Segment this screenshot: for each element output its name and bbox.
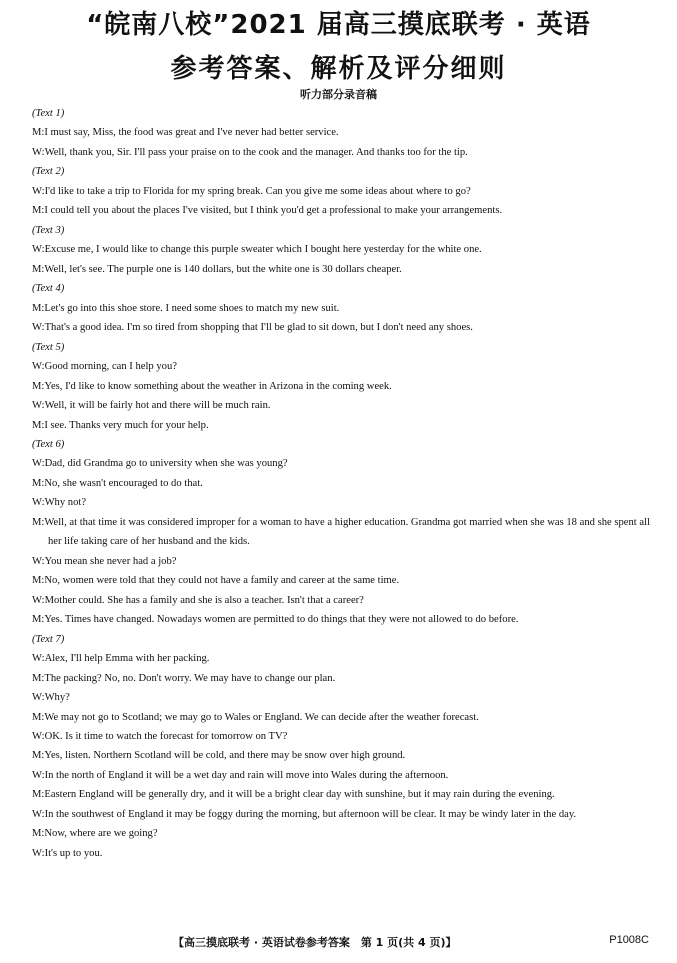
dialogue-text: Eastern England will be generally dry, and it will be a bright clear day with sunshine, but it may rain during the evening.: [44, 789, 555, 801]
text-section-label: (Text 7): [32, 633, 65, 645]
speaker-label: W: [32, 185, 42, 197]
speaker-label: M: [32, 672, 42, 684]
text-section-label: (Text 4): [32, 283, 65, 295]
page-footer: [0, 934, 677, 952]
speaker-label: W: [32, 692, 42, 704]
dialogue-text: OK. Is it time to watch the forecast for tomorrow on TV?: [44, 731, 288, 742]
dialogue-line: W:It's up to you.: [32, 847, 103, 859]
listening-transcript: [32, 104, 650, 863]
dialogue-line: M:I could tell you about the places I've visited, but I think you'd get a professional to make your arrangements.: [32, 205, 503, 217]
dialogue-text: Alex, I'll help Emma with her packing.: [44, 653, 210, 665]
dialogue-text: In the southwest of England it may be foggy during the morning, but afternoon will be clear. It may be windy later in the day.: [44, 808, 577, 820]
dialogue-text: Let's go into this shoe store. I need some shoes to match my new suit.: [44, 302, 340, 314]
speaker-label: W: [32, 244, 42, 256]
dialogue-line: M:I must say, Miss, the food was great and I've never had better service.: [32, 127, 339, 139]
dialogue-text: We may not go to Scotland; we may go to Wales or England. We can decide after the weather forecast.: [44, 711, 479, 723]
text-section-label: (Text 3): [32, 224, 65, 236]
page-subtitle-heading: 参考答案、解析及评分细则: [170, 54, 507, 84]
text-section-label: (Text 2): [32, 166, 65, 178]
speaker-label: W: [32, 731, 42, 742]
speaker-label: M: [32, 380, 42, 392]
page-title: “皖南八校”2021 届高三摸底联考 · 英语: [86, 10, 591, 40]
speaker-label: W: [32, 497, 42, 509]
dialogue-line: W:Well, thank you, Sir. I'll pass your praise on to the cook and the manager. And thanks too for the tip.: [32, 146, 468, 158]
dialogue-text: Yes, listen. Northern Scotland will be cold, and there may be snow over high ground.: [44, 750, 406, 762]
text-label: Text 2: [35, 166, 61, 178]
footer-page-info: 【高三摸底联考 · 英语试卷参考答案 第 1 页(共 4 页)】: [173, 936, 457, 949]
text-label: Text 4: [35, 283, 61, 295]
dialogue-text: Yes. Times have changed. Nowadays women are permitted to do things that they were not allowed to do before.: [44, 614, 519, 626]
dialogue-text: Yes, I'd like to know something about the weather in Arizona in the coming week.: [44, 380, 392, 392]
speaker-label: M: [32, 419, 42, 431]
dialogue-line: W:In the north of England it will be a wet day and rain will move into Wales during the afternoon.: [32, 769, 449, 781]
dialogue-line: M:Let's go into this shoe store. I need some shoes to match my new suit.: [32, 302, 340, 314]
dialogue-line: W:In the southwest of England it may be foggy during the morning, but afternoon will be clear. It may be windy later in the day.: [32, 808, 577, 820]
footer-code: P1008C: [609, 934, 649, 946]
speaker-label: W: [32, 322, 42, 334]
dialogue-text: It's up to you.: [44, 847, 103, 859]
speaker-label: W: [32, 146, 42, 158]
dialogue-line: W:Why not?: [32, 497, 87, 509]
dialogue-text: The packing? No, no. Don't worry. We may have to change our plan.: [44, 672, 336, 684]
dialogue-line: M:Yes. Times have changed. Nowadays women are permitted to do things that they were not allowed to do before.: [32, 614, 519, 626]
dialogue-line: W:Good morning, can I help you?: [32, 361, 177, 373]
speaker-label: M: [32, 750, 42, 762]
dialogue-text: Well, let's see. The purple one is 140 dollars, but the white one is 30 dollars cheaper.: [44, 263, 402, 275]
text-label: Text 6: [35, 438, 61, 450]
speaker-label: M: [32, 516, 42, 528]
speaker-label: W: [32, 458, 42, 470]
speaker-label: W: [32, 400, 42, 412]
dialogue-line: W:Well, it will be fairly hot and there will be much rain.: [32, 400, 271, 412]
speaker-label: M: [32, 302, 42, 314]
speaker-label: M: [32, 205, 42, 217]
dialogue-text: Well, it will be fairly hot and there will be much rain.: [44, 400, 271, 412]
speaker-label: W: [32, 594, 42, 606]
dialogue-text: I must say, Miss, the food was great and I've never had better service.: [44, 127, 339, 139]
speaker-label: W: [32, 808, 42, 820]
dialogue-line: W:I'd like to take a trip to Florida for my spring break. Can you give me some ideas about where to go?: [32, 185, 471, 197]
dialogue-line: W:Excuse me, I would like to change this purple sweater which I bought here yesterday for the white one.: [32, 244, 482, 256]
speaker-label: W: [32, 555, 42, 567]
dialogue-text: I'd like to take a trip to Florida for my spring break. Can you give me some ideas about where to go?: [44, 185, 471, 197]
dialogue-line: M:No, she wasn't encouraged to do that.: [32, 477, 203, 489]
speaker-label: M: [32, 127, 42, 139]
text-label: Text 3: [35, 224, 61, 236]
speaker-label: M: [32, 711, 42, 723]
dialogue-line: M:We may not go to Scotland; we may go to Wales or England. We can decide after the weather forecast.: [32, 711, 479, 723]
text-section-label: (Text 5): [32, 341, 65, 353]
speaker-label: M: [32, 789, 42, 801]
dialogue-line: W:That's a good idea. I'm so tired from shopping that I'll be glad to sit down, but I don't need any shoes.: [32, 322, 473, 334]
dialogue-text: Why?: [44, 692, 70, 704]
dialogue-line: M:The packing? No, no. Don't worry. We may have to change our plan.: [32, 672, 336, 684]
dialogue-text: That's a good idea. I'm so tired from shopping that I'll be glad to sit down, but I don't need any shoes.: [44, 322, 473, 334]
dialogue-line: M:Yes, listen. Northern Scotland will be cold, and there may be snow over high ground.: [32, 750, 406, 762]
speaker-label: M: [32, 614, 42, 626]
speaker-label: M: [32, 575, 42, 587]
dialogue-line: M:Yes, I'd like to know something about the weather in Arizona in the coming week.: [32, 380, 392, 392]
dialogue-text: No, she wasn't encouraged to do that.: [44, 477, 203, 489]
speaker-label: W: [32, 847, 42, 859]
dialogue-text: Excuse me, I would like to change this purple sweater which I bought here yesterday for the white one.: [44, 244, 482, 256]
dialogue-text: You mean she never had a job?: [44, 555, 177, 567]
text-label: Text 7: [35, 633, 61, 645]
text-label: Text 5: [35, 341, 61, 353]
text-section-label: (Text 6): [32, 438, 65, 450]
dialogue-line: W:Alex, I'll help Emma with her packing.: [32, 653, 210, 665]
speaker-label: W: [32, 361, 42, 373]
dialogue-text: Now, where are we going?: [44, 828, 158, 840]
dialogue-line: M:Well, at that time it was considered improper for a woman to have a higher education. Grandma got married when she was 18 and she spent all her life taking care of her husband and the kids.: [32, 516, 650, 548]
dialogue-text: In the north of England it will be a wet day and rain will move into Wales during the afternoon.: [44, 769, 449, 781]
dialogue-line: W:You mean she never had a job?: [32, 555, 177, 567]
dialogue-line: M:Eastern England will be generally dry, and it will be a bright clear day with sunshine, but it may rain during the evening.: [32, 789, 555, 801]
section-heading: 听力部分录音稿: [300, 88, 377, 101]
speaker-label: M: [32, 477, 42, 489]
dialogue-text: Well, thank you, Sir. I'll pass your praise on to the cook and the manager. And thanks too for the tip.: [44, 146, 468, 158]
dialogue-line: W:OK. Is it time to watch the forecast for tomorrow on TV?: [32, 731, 288, 742]
speaker-label: M: [32, 828, 42, 840]
dialogue-text: Mother could. She has a family and she is also a teacher. Isn't that a career?: [44, 594, 364, 606]
dialogue-text: No, women were told that they could not have a family and career at the same time.: [44, 575, 400, 587]
dialogue-text: Good morning, can I help you?: [44, 361, 177, 373]
speaker-label: W: [32, 653, 42, 665]
text-section-label: (Text 1): [32, 108, 65, 119]
dialogue-text: Well, at that time it was considered improper for a woman to have a higher education. Grandma got married when she was 18 and she spent all her life taking care of her husband and the kids.: [44, 516, 650, 548]
dialogue-line: M:I see. Thanks very much for your help.: [32, 419, 209, 431]
dialogue-line: W:Why?: [32, 692, 70, 704]
dialogue-text: I see. Thanks very much for your help.: [44, 419, 209, 431]
dialogue-line: W:Mother could. She has a family and she is also a teacher. Isn't that a career?: [32, 594, 364, 606]
dialogue-line: M:No, women were told that they could not have a family and career at the same time.: [32, 575, 400, 587]
dialogue-line: W:Dad, did Grandma go to university when she was young?: [32, 458, 288, 470]
speaker-label: W: [32, 769, 42, 781]
speaker-label: M: [32, 263, 42, 275]
dialogue-line: M:Well, let's see. The purple one is 140 dollars, but the white one is 30 dollars cheaper.: [32, 263, 402, 275]
dialogue-text: I could tell you about the places I've visited, but I think you'd get a professional to make your arrangements.: [44, 205, 503, 217]
dialogue-line: M:Now, where are we going?: [32, 828, 158, 840]
text-label: Text 1: [35, 108, 61, 119]
dialogue-text: Why not?: [44, 497, 87, 509]
dialogue-text: Dad, did Grandma go to university when she was young?: [44, 458, 288, 470]
